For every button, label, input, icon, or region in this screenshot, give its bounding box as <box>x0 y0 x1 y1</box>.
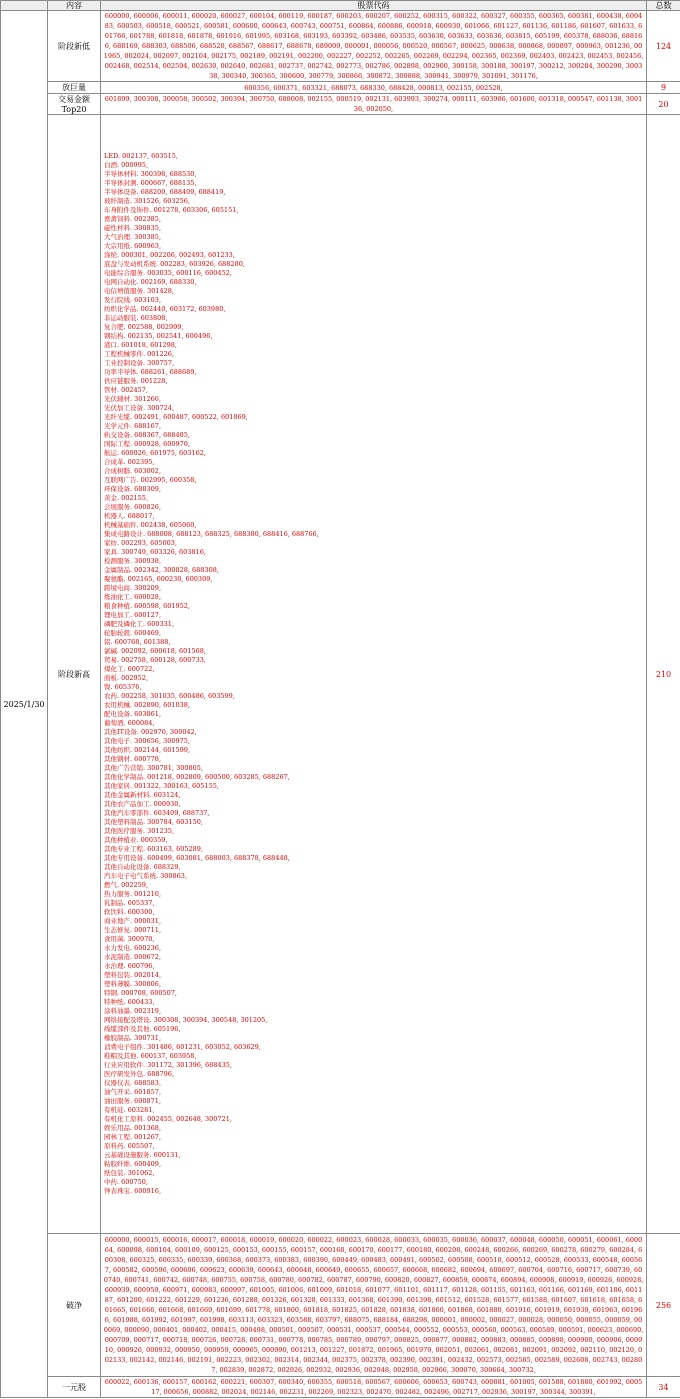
industry-item: 有机化工原料. 002455, 002648, 300721, <box>104 1115 232 1123</box>
industry-item: 贸易. 002758, 600128, 600733, <box>104 656 206 664</box>
industry-item: 水泥制造. 000672, <box>104 953 162 961</box>
codes-cell: 600000, 600015, 600016, 600017, 600018, 600019, 600020, 600022, 600023, 600028, 600033, 600035, 600036, 600037, 600048, 600050, 600051, 600061, 600064, 600098, 600104, 600109, 600125, 600153, 600155, 600157, 600168, 600170, 600177, 600180, 600208, 600248, 600266, 600269, 600278, 600279, 600284, 600308, 600325, 600335, 600339, 600368, 600373, 600383, 600390, 600449, 600483, 600491, 600502, 600508, 600510, 600512, 600528, 600533, 600548, 600567, 600582, 600596, 600606, 600623, 600639, 600643, 600648, 600649, 600655, 600657, 600668, 600682, 600694, 600697, 600704, 600716, 600717, 600739, 600740, 600741, 600742, 600748, 600755, 600758, 600780, 600782, 600787, 600790, 600820, 600827, 600859, 600874, 600894, 600908, 600919, 600926, 600928, 600939, 600959, 600971, 600983, 600997, 601005, 601006, 601009, 601018, 601077, 601101, 601117, 601128, 601155, 601163, 601166, 601169, 601186, 601187, 601200, 601222, 601229, 601236, 601288, 601326, 601328, 601333, 601368, 601390, 601398, 601512, 601528, 601577, 601588, 601607, 601618, 601658, 601665, 601666, 601668, 601669, 601699, 601778, 601800, 601818, 601825, 601828, 601838, 601860, 601868, 601880, 601916, 601919, 601939, 601963, 601966, 601988, 601992, 601997, 601998, 603113, 603323, 603588, 603797, 688075, 688184, 688298, 000001, 000002, 000027, 000028, 000050, 000055, 000059, 000069, 000090, 000401, 000402, 000415, 000498, 000501, 000507, 000531, 000537, 000544, 000552, 000553, 000560, 000563, 000589, 000591, 000623, 000690, 000709, 000717, 000718, 000726, 000728, 000731, 000778, 000785, 000789, 000797, 000825, 000877, 000882, 000883, 000885, 000898, 000900, 000906, 000910, 000926, 000932, 000950, 000959, 000965, 000990, 001213, 001227, 001872, 001965, 001979, 002051, 002061, 002081, 002091, 002092, 002110, 002120, 002133, 002142, 002146, 002191, 002223, 002302, 002314, 002344, 002375, 002378, 002390, 002391, 002432, 002573, 002585, 002589, 002608, 002743, 002807, 002839, 002872, 002926, 002932, 002936, 002948, 002958, 002966, 300070, 300664, 300732, <box>101 1234 647 1377</box>
industry-item: 其他金属新材料. 603124, <box>104 791 181 799</box>
industry-item: 网络接配及塔设. 300308, 300394, 300548, 301205, <box>104 1016 268 1024</box>
industry-item: 轮胎轮毂. 600469, <box>104 629 162 637</box>
table-row <box>1 1234 680 1377</box>
industry-item: 煤化工. 600722, <box>104 665 155 673</box>
industry-item: 非运动服装. 603808, <box>104 314 168 322</box>
industry-item: 面板. 002952, <box>104 674 149 682</box>
industry-item: 食用菌. 300970, <box>104 935 155 943</box>
industry-item: 其他专用设备. 600499, 603081, 688003, 688378, 688448, <box>104 854 290 862</box>
industry-item: 其他自动化设备. 688329, <box>104 863 181 871</box>
industry-item: 集成电路设计. 688008, 688123, 688325, 688380, 688416, 688766, <box>104 530 319 538</box>
industry-item: 供应链服务. 001228, <box>104 377 168 385</box>
industry-item: 其他钢材. 600778, <box>104 755 162 763</box>
industry-item: 粘胶纤维. 600409, <box>104 1160 162 1168</box>
count-cell: 124 <box>647 11 680 82</box>
industry-item: 其他种植业. 000359, <box>104 836 168 844</box>
industry-item: 镍. 605376, <box>104 683 142 691</box>
industry-item: 其他广告营销. 300781, 300805, <box>104 764 203 772</box>
industry-item: 其他IT设备. 002970, 300042, <box>104 728 197 736</box>
industry-item: 跨境电商. 300209, <box>104 584 162 592</box>
codes-cell: 600356, 600371, 603321, 688073, 688330, 688428, 000813, 002155, 002528, <box>101 82 647 94</box>
industry-item: 光伏加工设备. 300724, <box>104 404 175 412</box>
industry-item: 橡胶制品. 300731, <box>104 1034 162 1042</box>
table-row <box>1 94 680 115</box>
industry-item: 鞋帽及其他. 600137, 603958, <box>104 1052 197 1060</box>
header-blank <box>1 1 48 11</box>
industry-item: 铝. 600768, 601388, <box>104 638 171 646</box>
industry-item: 畜禽饲料. 002385, <box>104 215 162 223</box>
header-row <box>1 1 680 11</box>
industry-item: 钢结构. 002135, 002541, 600496, <box>104 332 213 340</box>
table-row <box>1 11 680 82</box>
industry-item: 家纺. 002293, 605003, <box>104 539 177 547</box>
count-cell: 34 <box>647 1377 680 1398</box>
industry-item: 光学元件. 688167, <box>104 422 162 430</box>
industry-item: 行业应用软件. 301172, 301396, 688435, <box>104 1061 232 1069</box>
industry-item: 工程机械零件. 001226, <box>104 350 175 358</box>
codes-cell: 600022, 600136, 600157, 600162, 600221, 600307, 600340, 600355, 600518, 600567, 600606, 600653, 600743, 600881, 601005, 601588, 601880, 601992, 000517, 000656, 000882, 002024, 002146, 002231, 002269, 002323, 002470, 002482, 002496, 002717, 002936, 300197, 300344, 300391, <box>101 1377 647 1398</box>
industry-item: 车身附件及饰件. 001278, 603306, 605151, <box>104 206 239 214</box>
industry-item: 会展服务. 600826, <box>104 503 162 511</box>
industry-item: LED. 002137, 603515, <box>104 152 178 160</box>
category-cell: 一元股 <box>48 1377 101 1398</box>
codes-cell: 601899, 300308, 300058, 300502, 300394, 300750, 688008, 002155, 000519, 002131, 603993, 300274, 000111, 603986, 601600, 601318, 000547, 601138, 300136, 002050, <box>101 94 647 115</box>
industry-item: 塑料薄膜. 300806, <box>104 980 162 988</box>
industry-item: 发行院线. 603103, <box>104 296 162 304</box>
industry-item: 生态修复. 000711, <box>104 926 162 934</box>
category-cell: 阶段新高 <box>48 115 101 1234</box>
industry-item: 纸包装. 301062, <box>104 1169 155 1177</box>
industry-item: 其他汽车零部件. 603409, 688737, <box>104 809 210 817</box>
industry-item: 半导体封测. 600667, 688135, <box>104 179 197 187</box>
industry-item: 环保设备. 688309, <box>104 485 162 493</box>
industry-item: 半导体设备. 688200, 688409, 688419, <box>104 188 226 196</box>
header-total: 总数 <box>647 1 680 11</box>
industry-item: 纺织化学品. 002440, 603172, 603980, <box>104 305 226 313</box>
industry-item: 金属制品. 002342, 300828, 688308, <box>104 566 219 574</box>
industry-item: 其他专业工程. 603163, 605289, <box>104 845 203 853</box>
industry-item: 仪器仪表. 688583, <box>104 1079 162 1087</box>
category-cell: 交易金额Top20 <box>48 94 101 115</box>
codes-cell: 600000, 600006, 600011, 600020, 600027, 600104, 600119, 600187, 600203, 600207, 600252, 600315, 600322, 600327, 600355, 600365, 600381, 600438, 600483, 600503, 600518, 600521, 600581, 600600, 600643, 600743, 600751, 600864, 600886, 600918, 600930, 601066, 601127, 601136, 601186, 601607, 601633, 601766, 601788, 601818, 601878, 601916, 601995, 603168, 603193, 603392, 603486, 603535, 603630, 603633, 603636, 603815, 605199, 605378, 688036, 688166, 688169, 688303, 688506, 688520, 688567, 688617, 688678, 689009, 000001, 000056, 000520, 000567, 000625, 000638, 000868, 000897, 000963, 001236, 001965, 002024, 002097, 002104, 002175, 002189, 002191, 002200, 002227, 002252, 002265, 002269, 002294, 002365, 002369, 002403, 002423, 002453, 002456, 002468, 002514, 002594, 002630, 002640, 002681, 002737, 002742, 002773, 002786, 002898, 002900, 300158, 300188, 300197, 300212, 300284, 300290, 300338, 300340, 300365, 300600, 300779, 300866, 300872, 300888, 300941, 300979, 301091, 301176, <box>101 11 647 82</box>
industry-item: 其他家居. 001322, 300163, 605155, <box>104 782 219 790</box>
industry-item: 农用机械. 002890, 601038, <box>104 701 190 709</box>
category-cell: 阶段新低 <box>48 11 101 82</box>
industry-item: 光纤光缆. 002491, 600487, 600522, 601869, <box>104 413 248 421</box>
industry-item: 娱乐用品. 001368, <box>104 1124 162 1132</box>
industry-item: 工业控制设备. 300757, <box>104 359 175 367</box>
industry-item: 磷肥及磷化工. 600331, <box>104 620 175 628</box>
industry-item: 乳制品. 605337, <box>104 899 155 907</box>
industry-item: 港口. 601018, 601298, <box>104 341 177 349</box>
industry-item: 其他电子. 300656, 300975, <box>104 737 190 745</box>
industry-item: 机械基础件. 002438, 605060, <box>104 521 197 529</box>
industry-item: 软饮料. 600300, <box>104 908 155 916</box>
industry-item: 轨交设备. 688367, 688485, <box>104 431 190 439</box>
industry-item: 园林工程. 001267, <box>104 1133 162 1141</box>
count-cell: 256 <box>647 1234 680 1377</box>
industry-item: 其他化学制品. 001218, 002809, 600500, 603285, 688267, <box>104 773 290 781</box>
table-row <box>1 82 680 94</box>
industry-item: 葡萄酒. 600084, <box>104 719 155 727</box>
industry-item: 塑料包装. 002014, <box>104 971 162 979</box>
category-cell: 破净 <box>48 1234 101 1377</box>
industry-item: 玻纤制造. 301526, 603256, <box>104 197 190 205</box>
industry-item: 电网自动化. 002169, 688330, <box>104 278 197 286</box>
industry-item: 原料药. 605507, <box>104 1142 155 1150</box>
industry-item: 水力发电. 600236, <box>104 944 162 952</box>
category-cell: 放巨量 <box>48 82 101 94</box>
industry-item: 涤纶. 000301, 002206, 002493, 601233, <box>104 251 235 259</box>
industry-item: 大宗用纸. 600963, <box>104 242 162 250</box>
industry-item: 电信增值服务. 301428, <box>104 287 175 295</box>
industry-item: 机器人. 688017, <box>104 512 155 520</box>
industry-item: 油气开采. 601857, <box>104 1088 162 1096</box>
industry-item: 半导体材料. 300398, 688530, <box>104 170 197 178</box>
industry-item: 管材. 002457, <box>104 386 149 394</box>
industry-item: 互联网广告. 002995, 600358, <box>104 476 197 484</box>
industry-item: 燃气. 002259, <box>104 881 149 889</box>
industry-item: 配电设备. 603861, <box>104 710 162 718</box>
industry-item: 汽车电子电气系统. 300863, <box>104 872 188 880</box>
industry-item: 合成革. 002395, <box>104 458 155 466</box>
industry-item: 大气治理. 300385, <box>104 233 162 241</box>
industry-item: 农药. 002258, 301035, 600486, 603599, <box>104 692 235 700</box>
count-cell: 20 <box>647 94 680 115</box>
industry-item: 医疗研发外包. 688796, <box>104 1070 175 1078</box>
industry-item: 油田服务. 600871, <box>104 1097 162 1105</box>
industry-item: 磁性材料. 300835, <box>104 224 162 232</box>
industry-item: 商业地产. 000031, <box>104 917 162 925</box>
industry-item: 氯碱. 002092, 600618, 601568, <box>104 647 206 655</box>
industry-item: 光伏辅材. 301266, <box>104 395 162 403</box>
industry-item: 水治理. 600796, <box>104 962 155 970</box>
industry-item: 其他塑料制品. 300784, 603150, <box>104 818 203 826</box>
table-row <box>1 1377 680 1398</box>
industry-item: 粮食种植. 600598, 601952, <box>104 602 190 610</box>
industry-item: 钟表珠宝. 600916, <box>104 1187 162 1195</box>
industry-list <box>104 152 643 1196</box>
industry-item: 电能综合服务. 003035, 600116, 600452, <box>104 269 232 277</box>
industry-item: 有机硅. 603281, <box>104 1106 155 1114</box>
date-cell: 2025/1/30 <box>1 11 48 1398</box>
industry-item: 其他农产品加工. 000930, <box>104 800 181 808</box>
industry-item: 中药. 600750, <box>104 1178 149 1186</box>
industry-item: 特种纸. 600433, <box>104 998 155 1006</box>
industry-item: 复合肥. 002588, 002999, <box>104 323 184 331</box>
industry-item: 涂料油墨. 002319, <box>104 1007 162 1015</box>
industry-item: 线缆部件及其他. 605196, <box>104 1025 181 1033</box>
industry-item: 云基础设施服务. 600131, <box>104 1151 181 1159</box>
industry-item: 锂电加工. 600127, <box>104 611 162 619</box>
industry-item: 合成树脂. 603002, <box>104 467 162 475</box>
industry-item: 底盘与发动机系统. 002283, 603926, 688280, <box>104 260 245 268</box>
industry-item: 航运. 600026, 601975, 603162, <box>104 449 206 457</box>
industry-item: 检测服务. 300938, <box>104 557 162 565</box>
industry-item: 家具. 300749, 603326, 603816, <box>104 548 206 556</box>
count-cell: 210 <box>647 115 680 1234</box>
industry-item: 国际工程. 000928, 600970, <box>104 440 190 448</box>
count-cell: 9 <box>647 82 680 94</box>
industry-item: 白酒. 000995, <box>104 161 149 169</box>
industry-item: 特钢. 000708, 600507, <box>104 989 177 997</box>
industry-item: 功率半导体. 688261, 688689, <box>104 368 197 376</box>
industry-list-cell <box>101 115 647 1234</box>
header-content: 内容 <box>48 1 101 11</box>
industry-item: 其他医疗服务. 301235, <box>104 827 175 835</box>
table-row <box>1 115 680 1234</box>
header-codes: 股票代码 <box>101 1 647 11</box>
industry-item: 聚氨酯. 002165, 600230, 600309, <box>104 575 213 583</box>
industry-item: 黄金. 002155, <box>104 494 149 502</box>
industry-item: 热力服务. 001210, <box>104 890 162 898</box>
industry-item: 消费电子组件. 301486, 601231, 603052, 603629, <box>104 1043 261 1051</box>
industry-item: 其他纺织. 002144, 601599, <box>104 746 190 754</box>
industry-item: 炼油化工. 600028, <box>104 593 162 601</box>
